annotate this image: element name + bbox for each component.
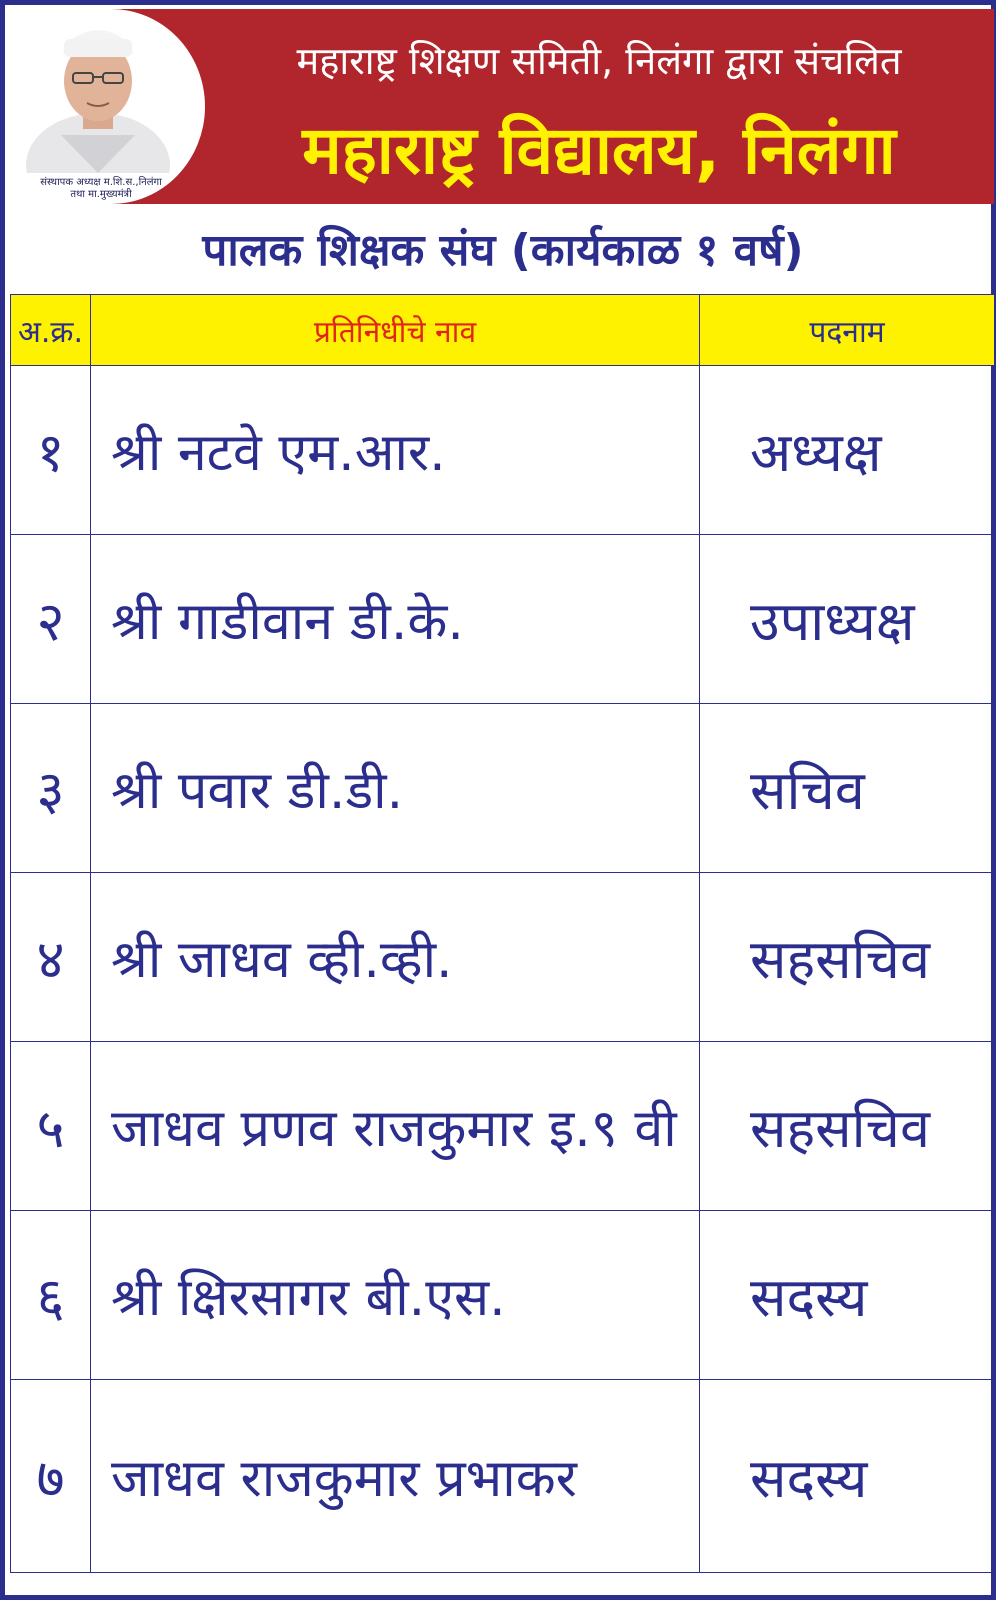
row-serial: ६ [11, 1211, 91, 1380]
header-designation: पदनाम [700, 295, 995, 366]
table-row [11, 366, 995, 535]
photo-caption-line1: संस्थापक अध्यक्ष म.शि.स.,निलंगा [40, 177, 162, 188]
table-row [11, 704, 995, 873]
row-designation: सदस्य [700, 1211, 995, 1380]
row-serial: ५ [11, 1042, 91, 1211]
row-designation: सचिव [700, 704, 995, 873]
row-name: जाधव प्रणव राजकुमार इ.९ वी [91, 1042, 700, 1211]
row-designation: सहसचिव [700, 1042, 995, 1211]
row-name: श्री पवार डी.डी. [91, 704, 700, 873]
institution-subtitle: महाराष्ट्र शिक्षण समिती, निलंगा द्वारा संचलित [296, 39, 902, 83]
row-name: श्री जाधव व्ही.व्ही. [91, 873, 700, 1042]
row-serial: ४ [11, 873, 91, 1042]
row-serial: २ [11, 535, 91, 704]
table-row [11, 1211, 995, 1380]
members-table [10, 294, 995, 1573]
founder-portrait [23, 15, 173, 173]
table-row [11, 1380, 995, 1573]
row-serial: ३ [11, 704, 91, 873]
row-designation: सदस्य [700, 1380, 995, 1573]
row-name: श्री क्षिरसागर बी.एस. [91, 1211, 700, 1380]
founder-photo-panel [9, 9, 205, 204]
row-name: श्री गाडीवान डी.के. [91, 535, 700, 704]
header-name: प्रतिनिधीचे नाव [91, 295, 700, 366]
table-row [11, 1042, 995, 1211]
row-designation: उपाध्यक्ष [700, 535, 995, 704]
table-row [11, 535, 995, 704]
row-name: जाधव राजकुमार प्रभाकर [91, 1380, 700, 1573]
row-serial: १ [11, 366, 91, 535]
school-title: महाराष्ट्र विद्यालय, निलंगा [302, 112, 896, 189]
row-designation: अध्यक्ष [700, 366, 995, 535]
section-title: पालक शिक्षक संघ (कार्यकाळ १ वर्ष) [202, 225, 804, 276]
table-header-row [11, 295, 995, 366]
header-serial: अ.क्र. [11, 295, 91, 366]
row-name: श्री नटवे एम.आर. [91, 366, 700, 535]
header-banner [9, 9, 994, 204]
table-row [11, 873, 995, 1042]
row-designation: सहसचिव [700, 873, 995, 1042]
row-serial: ७ [11, 1380, 91, 1573]
photo-caption-line2: तथा मा.मुख्यमंत्री [70, 189, 132, 200]
